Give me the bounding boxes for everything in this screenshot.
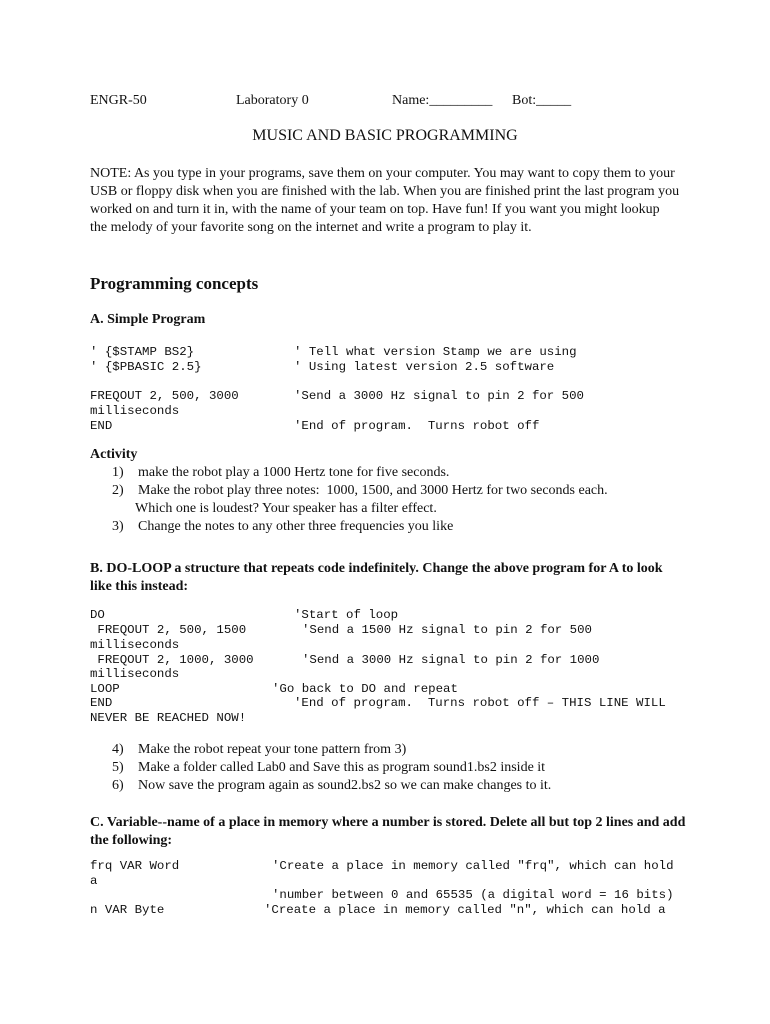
- code-comment: 'Create a place in memory called "n", which can hold a: [264, 903, 666, 917]
- code-line: END: [90, 419, 113, 433]
- code-comment: 'Send a 1500 Hz signal to pin 2 for 500: [302, 623, 592, 637]
- code-comment: 'Create a place in memory called "frq", which can hold: [272, 859, 674, 873]
- code-line: ' {$STAMP BS2}: [90, 345, 195, 359]
- section-a-heading: A. Simple Program: [90, 312, 206, 327]
- activity-heading: Activity: [90, 447, 138, 462]
- code-line: FREQOUT 2, 1000, 3000: [90, 653, 254, 667]
- code-comment: ' Tell what version Stamp we are using: [294, 345, 577, 359]
- list-item-number: 4): [112, 742, 124, 757]
- code-line: n VAR Byte: [90, 903, 165, 917]
- code-line: END: [90, 696, 113, 710]
- list-item: Change the notes to any other three frequencies you like: [138, 519, 454, 534]
- list-item-continuation: Which one is loudest? Your speaker has a filter effect.: [135, 501, 437, 516]
- list-item-number: 6): [112, 778, 124, 793]
- note-paragraph: NOTE: As you type in your programs, save them on your computer. You may want to copy them to your USB or floppy disk when you are finished with the lab. When you are finished print the last program you worked on and turn it in, with the name of your team on top. Have fun! If you want you might lookup the melody of your favorite song on the internet and write a program to play it.: [90, 166, 680, 235]
- code-comment: 'Send a 3000 Hz signal to pin 2 for 1000: [302, 653, 600, 667]
- code-comment: 'End of program. Turns robot off – THIS LINE WILL: [294, 696, 666, 710]
- code-line: FREQOUT 2, 500, 3000: [90, 389, 239, 403]
- list-item-number: 5): [112, 760, 124, 775]
- bot-field: Bot:_____: [512, 93, 572, 108]
- list-item: Now save the program again as sound2.bs2 so we can make changes to it.: [138, 778, 552, 793]
- code-line: DO: [90, 608, 105, 622]
- code-line: FREQOUT 2, 500, 1500: [90, 623, 247, 637]
- page-title: MUSIC AND BASIC PROGRAMMING: [252, 127, 518, 144]
- section-b-heading: B. DO-LOOP a structure that repeats code indefinitely. Change the above program for A to look like this instead:: [90, 561, 663, 594]
- code-line: milliseconds: [90, 638, 180, 652]
- code-comment: 'Go back to DO and repeat: [272, 682, 458, 696]
- list-item: Make a folder called Lab0 and Save this as program sound1.bs2 inside it: [138, 760, 546, 775]
- code-line: frq VAR Word: [90, 859, 180, 873]
- code-line: milliseconds: [90, 667, 180, 681]
- code-line: ' {$PBASIC 2.5}: [90, 360, 202, 374]
- list-item-number: 3): [112, 519, 124, 534]
- code-line: a: [90, 874, 98, 888]
- list-item: make the robot play a 1000 Hertz tone for five seconds.: [138, 465, 450, 480]
- code-comment: 'number between 0 and 65535 (a digital word = 16 bits): [272, 888, 674, 902]
- section-heading-concepts: Programming concepts: [90, 274, 259, 293]
- code-comment: 'Send a 3000 Hz signal to pin 2 for 500: [294, 389, 584, 403]
- code-comment: ' Using latest version 2.5 software: [294, 360, 555, 374]
- course-code: ENGR-50: [90, 93, 147, 108]
- list-item: Make the robot repeat your tone pattern from 3): [138, 742, 407, 757]
- section-c-heading: C. Variable--name of a place in memory where a number is stored. Delete all but top 2 lines and add the following:: [90, 815, 686, 848]
- code-comment: 'Start of loop: [294, 608, 399, 622]
- code-line: NEVER BE REACHED NOW!: [90, 711, 247, 725]
- list-item-number: 2): [112, 483, 124, 498]
- lab-number: Laboratory 0: [236, 93, 309, 108]
- list-item: Make the robot play three notes: 1000, 1500, and 3000 Hertz for two seconds each.: [138, 483, 608, 498]
- code-line: milliseconds: [90, 404, 180, 418]
- list-item-number: 1): [112, 465, 124, 480]
- code-line: LOOP: [90, 682, 120, 696]
- name-field: Name:_________: [392, 93, 493, 108]
- code-comment: 'End of program. Turns robot off: [294, 419, 540, 433]
